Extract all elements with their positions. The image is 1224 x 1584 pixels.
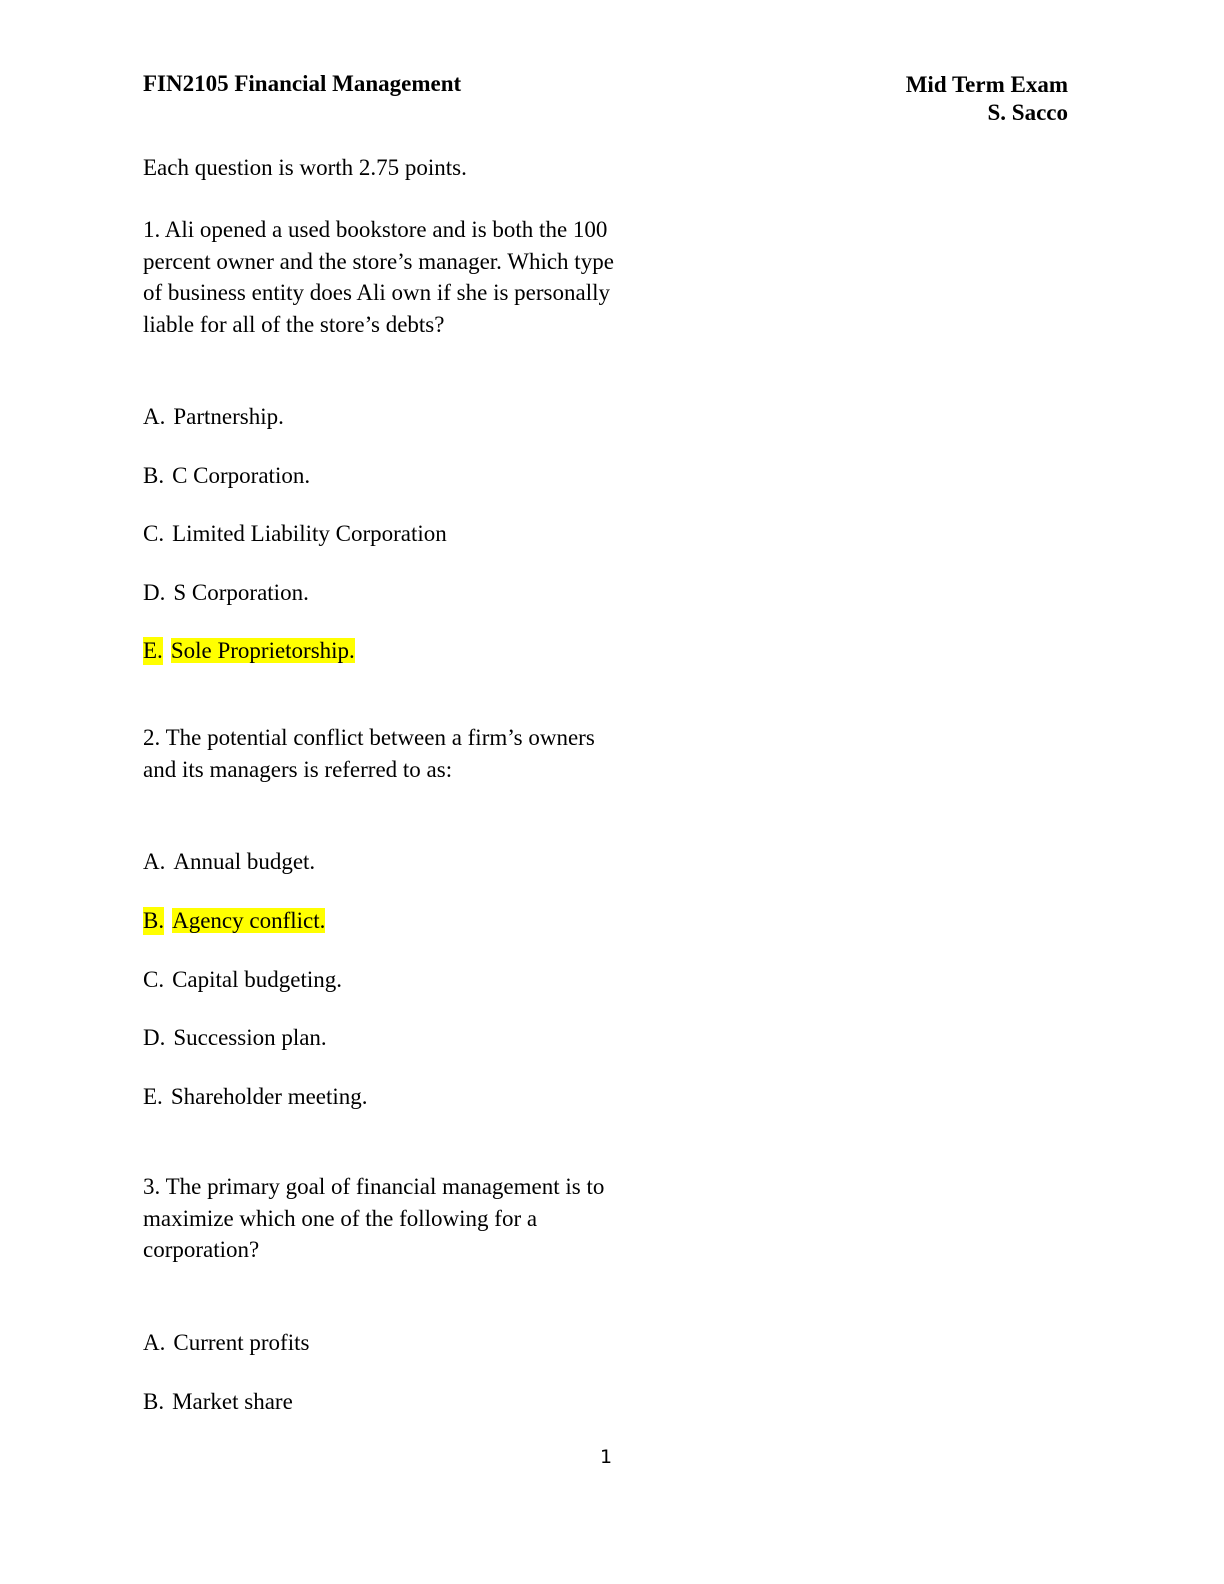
question-1-option-d [143,579,309,607]
option-text: Capital budgeting. [172,967,343,992]
option-text: Succession plan. [173,1025,327,1050]
option-letter: E. [143,638,163,663]
option-letter: B. [143,908,165,933]
option-letter: A. [143,849,166,874]
exam-title: Mid Term Exam [905,72,1068,97]
question-2-option-b-answer [143,907,325,935]
option-letter: D. [143,1025,166,1050]
option-text: Limited Liability Corporation [172,521,447,546]
question-3-text: 3. The primary goal of financial management is to maximize which one of the following for a corporation? [143,1174,605,1262]
page-number: 1 [599,1446,613,1468]
option-letter: B. [143,463,165,488]
header-right [906,71,1068,127]
option-text: Market share [172,1389,293,1414]
question-2-option-d [143,1024,327,1052]
option-text: C Corporation. [172,463,311,488]
option-letter: E. [143,1084,163,1109]
intro-text: Each question is worth 2.75 points. [143,155,467,180]
option-letter: A. [143,1330,166,1355]
option-letter: A. [143,404,166,429]
option-letter: C. [143,967,165,992]
question-2-option-e [143,1083,368,1111]
option-letter: C. [143,521,165,546]
option-text: Partnership. [173,404,284,429]
question-3-option-b [143,1388,293,1416]
option-text: Shareholder meeting. [170,1084,368,1109]
option-text: Agency conflict. [172,908,326,933]
course-title: FIN2105 Financial Management [143,71,462,96]
question-3-option-a [143,1329,309,1357]
question-2-option-a [143,848,315,876]
option-text: Annual budget. [173,849,316,874]
option-letter: B. [143,1389,165,1414]
question-1-text: 1. Ali opened a used bookstore and is both the 100 percent owner and the store’s manager. Which type of business entity does Ali own if she is personally liable for all of the store’s debts? [143,217,614,337]
question-2-option-c [143,966,342,994]
question-1-option-a [143,403,284,431]
option-text: S Corporation. [173,580,309,605]
instructor-name: S. Sacco [987,100,1068,125]
option-text: Current profits [173,1330,310,1355]
question-1-option-e-answer [143,637,355,665]
question-2-text: 2. The potential conflict between a firm’s owners and its managers is referred to as: [143,725,595,782]
question-1-option-b [143,462,310,490]
option-letter: D. [143,580,166,605]
option-text: Sole Proprietorship. [170,638,355,663]
question-1-option-c [143,520,447,548]
